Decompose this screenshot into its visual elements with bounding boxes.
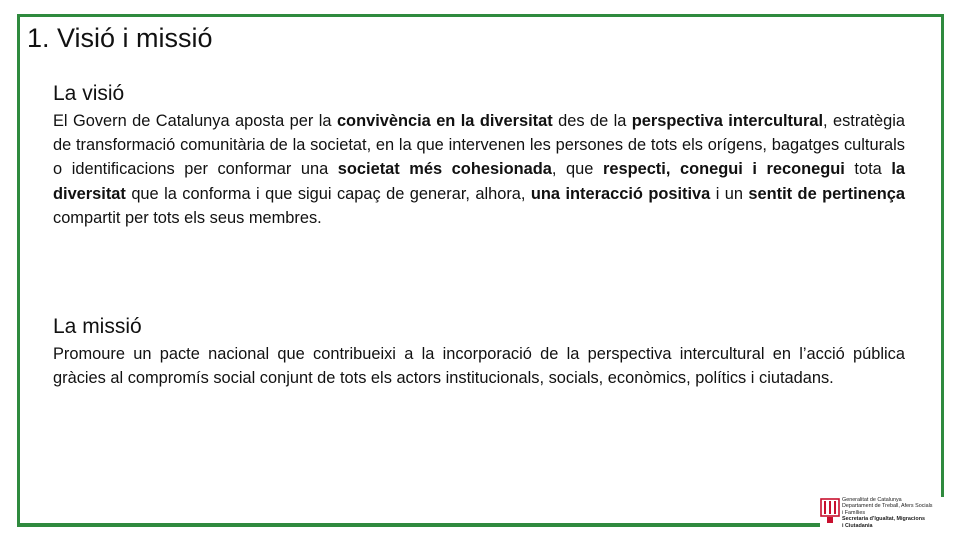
text-run: tota: [844, 160, 892, 179]
logo-line: i Ciutadania: [842, 522, 873, 529]
generalitat-logo: [820, 497, 950, 535]
emphasis-text: convivència en la diversitat: [336, 112, 553, 130]
text-run: des de la: [552, 112, 632, 130]
emphasis-text: respecti, conegui i reconegui: [602, 160, 845, 179]
text-run: Promoure un pacte nacional que contribueixi a la incorporació de la perspectiva intercultural en l’acció pública gràcies al compromís social conjunt de tots els actors institucionals, socials, econòmics, polítics i ciutadans.: [53, 345, 905, 388]
visio-heading: La visió: [53, 82, 125, 105]
text-run: , estratègia de transformació comunitària de la societat, en la que intervenen les persones de tots els orígens, bagatges culturals o identificacions per conformar una: [53, 112, 905, 179]
text-run: , que: [551, 160, 603, 179]
emphasis-text: perspectiva intercultural: [631, 112, 824, 130]
generalitat-emblem-icon: [820, 498, 840, 524]
missio-heading: La missió: [53, 315, 142, 338]
logo-line: Departament de Treball, Afers Socials: [842, 503, 933, 510]
visio-paragraph: [53, 109, 905, 230]
logo-line: Generalitat de Catalunya: [842, 497, 902, 503]
emphasis-text: societat més cohesionada: [337, 160, 552, 179]
slide-frame: [17, 14, 944, 527]
text-run: compartit per tots els seus membres.: [53, 208, 322, 227]
logo-text: [842, 497, 950, 529]
logo-line: Secretaria d’Igualtat, Migracions: [842, 516, 925, 523]
text-run: i un: [710, 184, 749, 203]
text-run: El Govern de Catalunya aposta per la: [53, 112, 337, 130]
logo-line: i Famílies: [842, 509, 866, 516]
page-title: 1. Visió i missió: [27, 23, 213, 53]
emphasis-text: sentit de pertinença: [748, 184, 905, 203]
emphasis-text: la diversitat: [53, 160, 905, 203]
text-run: que la conforma i que sigui capaç de generar, alhora,: [125, 184, 531, 203]
emphasis-text: una interacció positiva: [530, 184, 711, 203]
missio-paragraph: [53, 342, 905, 390]
